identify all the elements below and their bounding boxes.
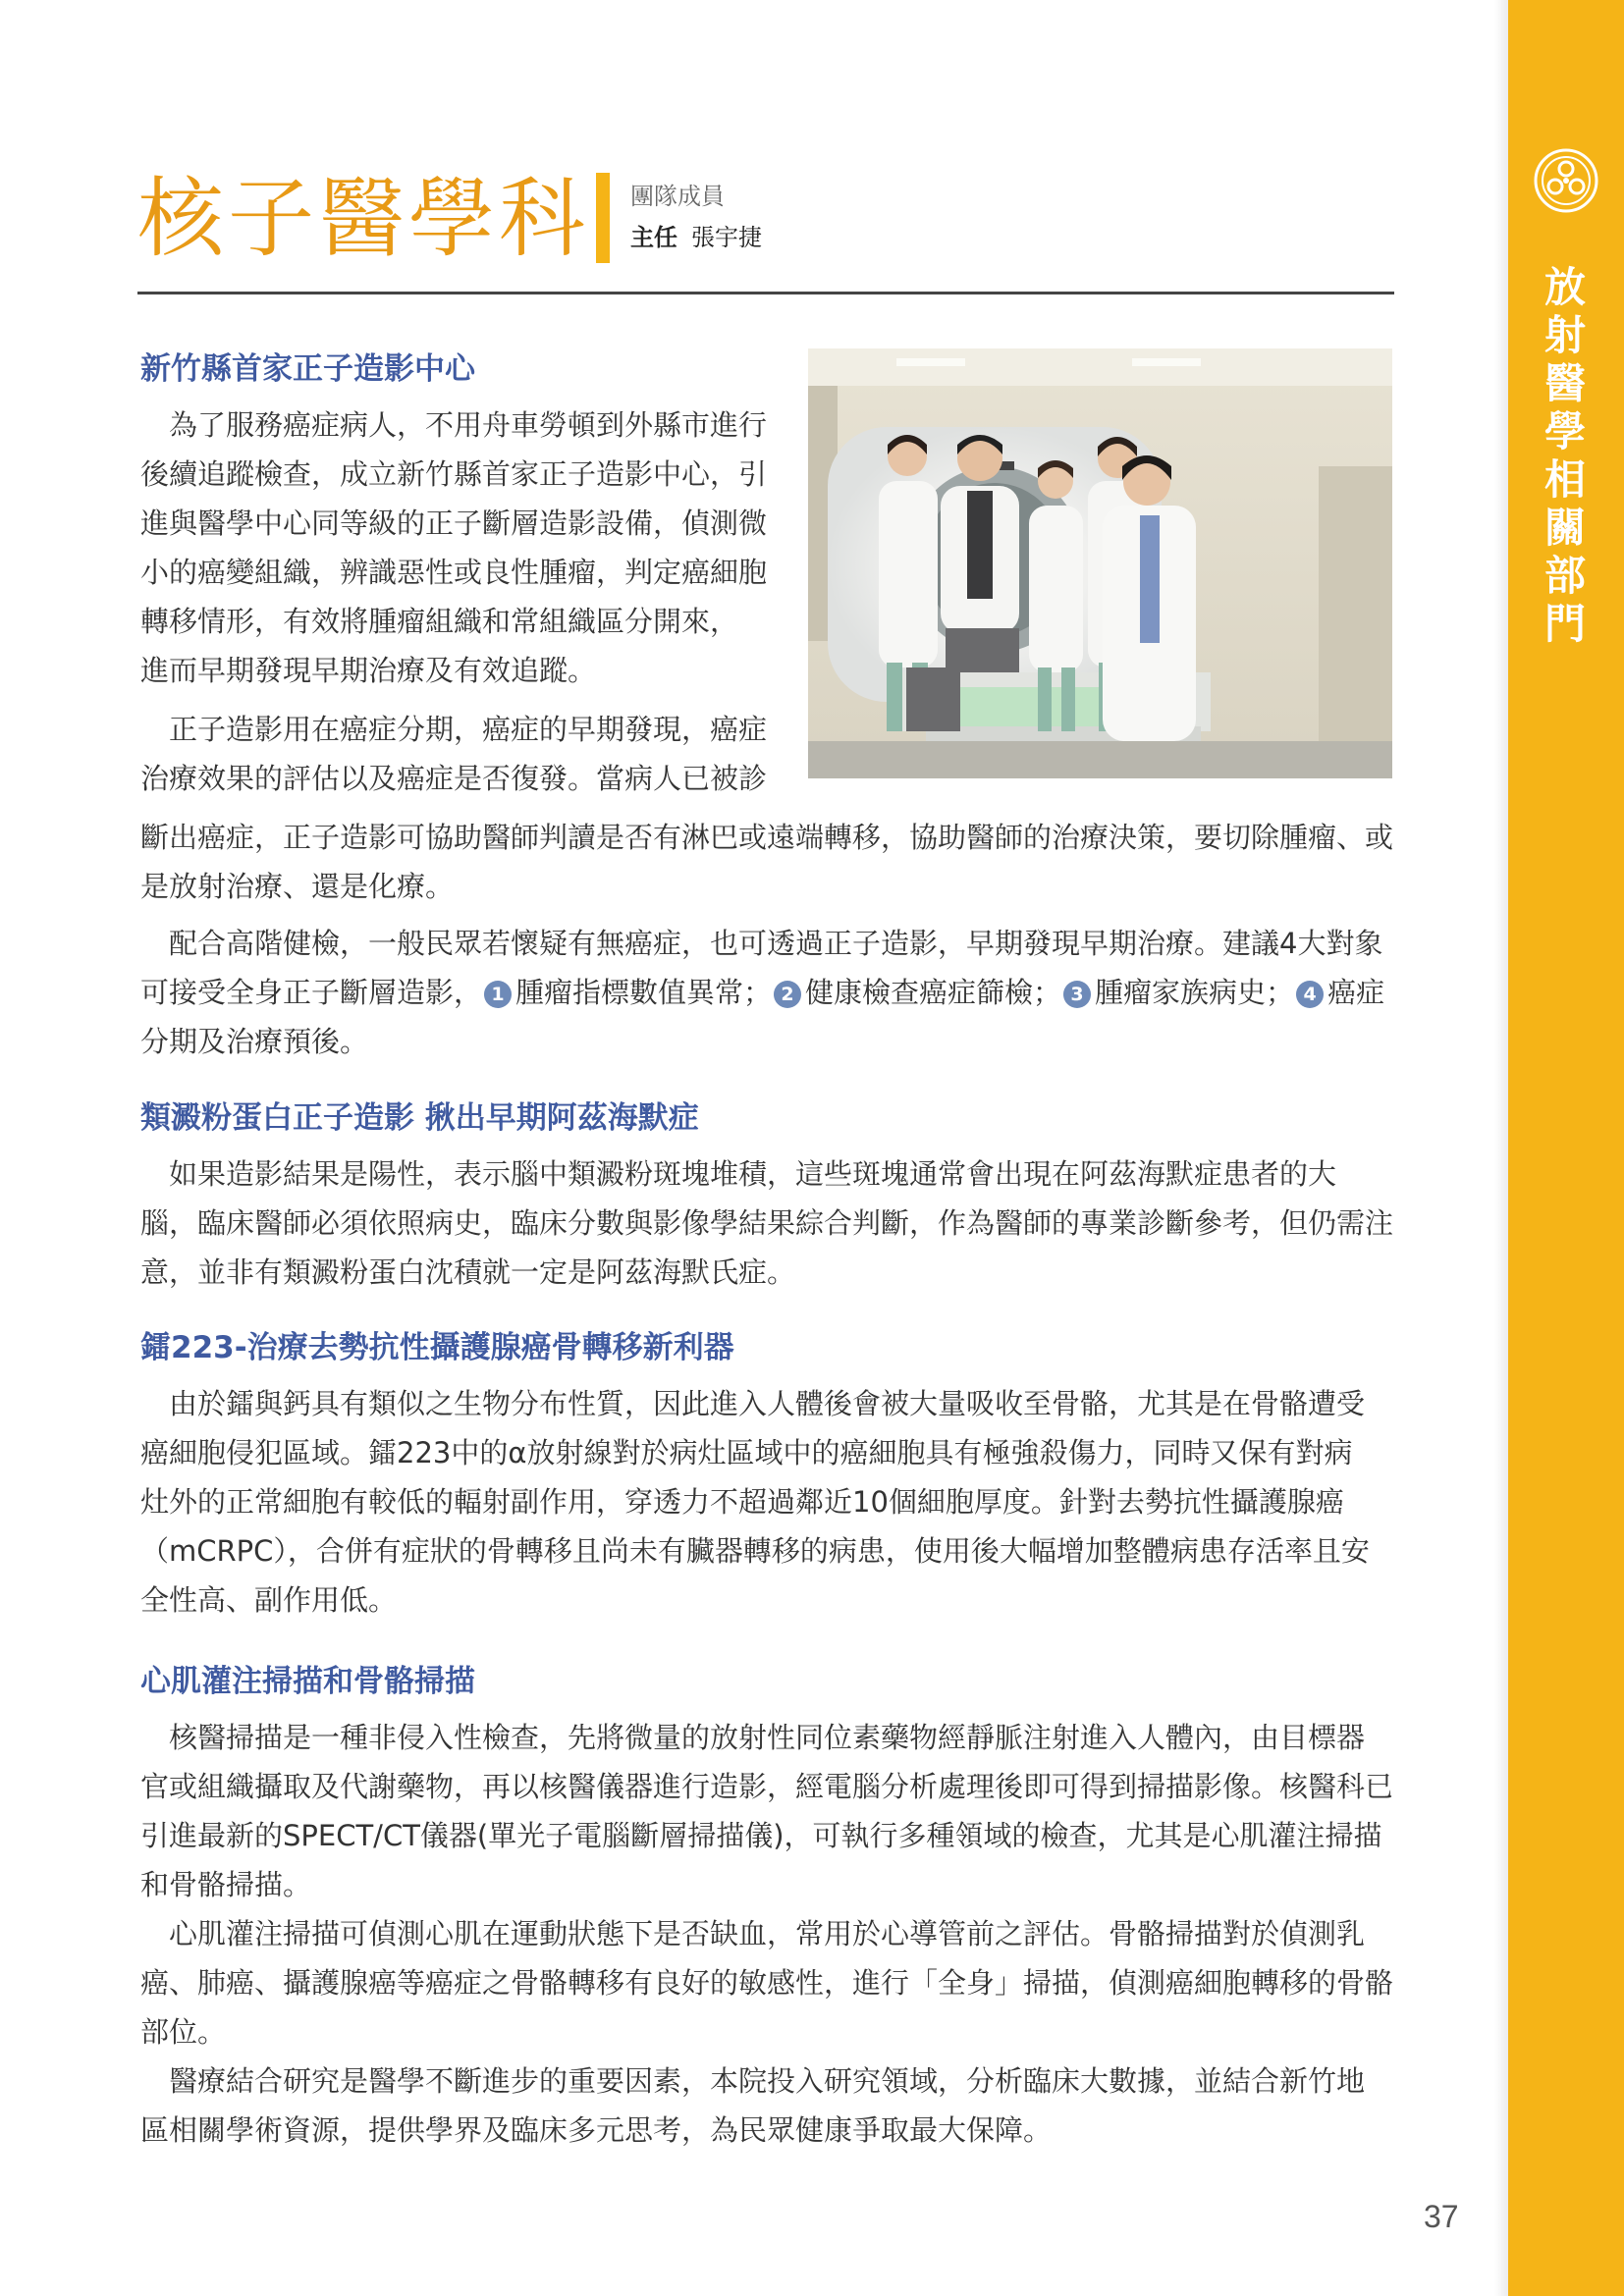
header-divider	[137, 292, 1394, 294]
text-line: 轉移情形，有效將腫瘤組織和常組織區分開來，	[140, 605, 739, 638]
text-line: 分期及治療預後。	[140, 1025, 369, 1058]
team-photo	[808, 348, 1392, 778]
text-line: 是放射治療、還是化療。	[140, 870, 455, 903]
section-heading: 類澱粉蛋白正子造影 揪出早期阿茲海默症	[140, 1100, 699, 1136]
text-line: 心肌灌注掃描可偵測心肌在運動狀態下是否缺血，常用於心導管前之評估。骨骼掃描對於偵測乳	[140, 1917, 1366, 1950]
text-line: 癌細胞侵犯區域。鐳223中的α放射線對於病灶區域中的癌細胞具有極強殺傷力，同時又保有對病	[140, 1436, 1353, 1469]
team-label: 團隊成員	[630, 183, 725, 210]
hospital-logo-icon	[1533, 147, 1599, 214]
text-line: 核醫掃描是一種非侵入性檢查，先將微量的放射性同位素藥物經靜脈注射進入人體內，由目標器	[140, 1721, 1366, 1754]
section-heading: 鐳223-治療去勢抗性攝護腺癌骨轉移新利器	[140, 1330, 734, 1365]
text-line: 如果造影結果是陽性，表示腦中類澱粉斑塊堆積，這些斑塊通常會出現在阿茲海默症患者的大	[140, 1157, 1337, 1191]
side-title-char: 放	[1543, 263, 1586, 311]
text-line: 進而早期發現早期治療及有效追蹤。	[140, 654, 597, 687]
number-badge-2: 2	[774, 981, 801, 1008]
side-title-char: 學	[1543, 407, 1586, 455]
text-line: 由於鐳與鈣具有類似之生物分布性質，因此進入人體後會被大量吸收至骨骼，尤其是在骨骼遭受	[140, 1387, 1366, 1420]
number-badge-3: 3	[1063, 981, 1091, 1008]
text-line: 小的癌變組織，辨識惡性或良性腫瘤，判定癌細胞	[140, 556, 768, 589]
section-heading: 新竹縣首家正子造影中心	[140, 351, 475, 387]
text-line: 全性高、副作用低。	[140, 1583, 398, 1617]
page-number: 37	[1424, 2199, 1459, 2234]
paragraph	[140, 1149, 1392, 1297]
text-line: 意，並非有類澱粉蛋白沈積就一定是阿茲海默氏症。	[140, 1255, 796, 1289]
number-badge-1: 1	[484, 981, 512, 1008]
text-line	[140, 968, 1392, 1017]
paragraph	[140, 705, 779, 803]
text-line: 癌、肺癌、攝護腺癌等癌症之骨骼轉移有良好的敏感性，進行「全身」掃描，偵測癌細胞轉移的骨骼	[140, 1966, 1394, 2000]
member-role: 主任	[630, 224, 677, 251]
screening-item: 腫瘤家族病史；	[1095, 976, 1295, 1009]
screening-paragraph	[140, 919, 1392, 1066]
text-line: 進與醫學中心同等級的正子斷層造影設備，偵測微	[140, 507, 768, 540]
text-line: 治療效果的評估以及癌症是否復發。當病人已被診	[140, 762, 768, 795]
side-title-char: 部	[1543, 552, 1586, 600]
text-line: 和骨骼掃描。	[140, 1868, 312, 1901]
number-badge-4: 4	[1296, 981, 1324, 1008]
title-accent-bar	[596, 173, 610, 263]
screening-item: 腫瘤指標數值異常；	[515, 976, 773, 1009]
text-line: 腦，臨床醫師必須依照病史，臨床分數與影像學結果綜合判斷，作為醫師的專業診斷參考，但仍需注	[140, 1206, 1394, 1240]
text-line: 灶外的正常細胞有較低的輻射副作用，穿透力不超過鄰近10個細胞厚度。針對去勢抗性攝護腺癌	[140, 1485, 1344, 1519]
paragraph	[140, 1379, 1392, 1625]
text-line: （mCRPC），合併有症狀的骨轉移且尚未有臟器轉移的病患，使用後大幅增加整體病患存活率且安	[140, 1534, 1370, 1568]
side-title-char: 相	[1543, 455, 1586, 504]
screening-item: 健康檢查癌症篩檢；	[805, 976, 1062, 1009]
side-title-char: 射	[1543, 311, 1586, 359]
text-line: 部位。	[140, 2015, 227, 2049]
text-line: 引進最新的SPECT/CT儀器(單光子電腦斷層掃描儀)，可執行多種領域的檢查，尤其是心肌灌注掃描	[140, 1819, 1382, 1852]
paragraph	[140, 400, 779, 695]
text-line: 配合高階健檢，一般民眾若懷疑有無癌症，也可透過正子造影，早期發現早期治療。建議4大對象	[140, 927, 1383, 960]
screening-item: 癌症	[1327, 976, 1385, 1009]
text-line: 為了服務癌症病人，不用舟車勞頓到外縣市進行	[140, 408, 768, 442]
text-line: 醫療結合研究是醫學不斷進步的重要因素，本院投入研究領域，分析臨床大數據，並結合新竹地	[140, 2064, 1366, 2098]
text-line: 斷出癌症，正子造影可協助醫師判讀是否有淋巴或遠端轉移，協助醫師的治療決策，要切除腫瘤、或	[140, 821, 1394, 854]
sideband-shadow	[1494, 0, 1508, 2296]
paragraph	[140, 2056, 1392, 2155]
side-title	[1542, 263, 1589, 648]
text-line: 官或組織攝取及代謝藥物，再以核醫儀器進行造影，經電腦分析處理後即可得到掃描影像。核醫科已	[140, 1770, 1394, 1803]
text-line: 後續追蹤檢查，成立新竹縣首家正子造影中心，引	[140, 457, 768, 491]
paragraph	[140, 1909, 1392, 2056]
paragraph	[140, 813, 1392, 911]
side-title-char: 門	[1543, 600, 1586, 648]
text-line: 區相關學術資源，提供學界及臨床多元思考，為民眾健康爭取最大保障。	[140, 2113, 1053, 2147]
page-title: 核子醫學科	[137, 168, 590, 269]
side-title-char: 關	[1543, 504, 1586, 552]
team-member	[630, 218, 762, 252]
paragraph	[140, 1713, 1392, 1909]
screening-prefix: 可接受全身正子斷層造影，	[140, 976, 483, 1009]
text-line: 正子造影用在癌症分期，癌症的早期發現，癌症	[140, 713, 768, 746]
section-heading: 心肌灌注掃描和骨骼掃描	[140, 1664, 475, 1699]
side-title-char: 醫	[1543, 359, 1586, 407]
member-name: 張宇捷	[691, 224, 762, 251]
